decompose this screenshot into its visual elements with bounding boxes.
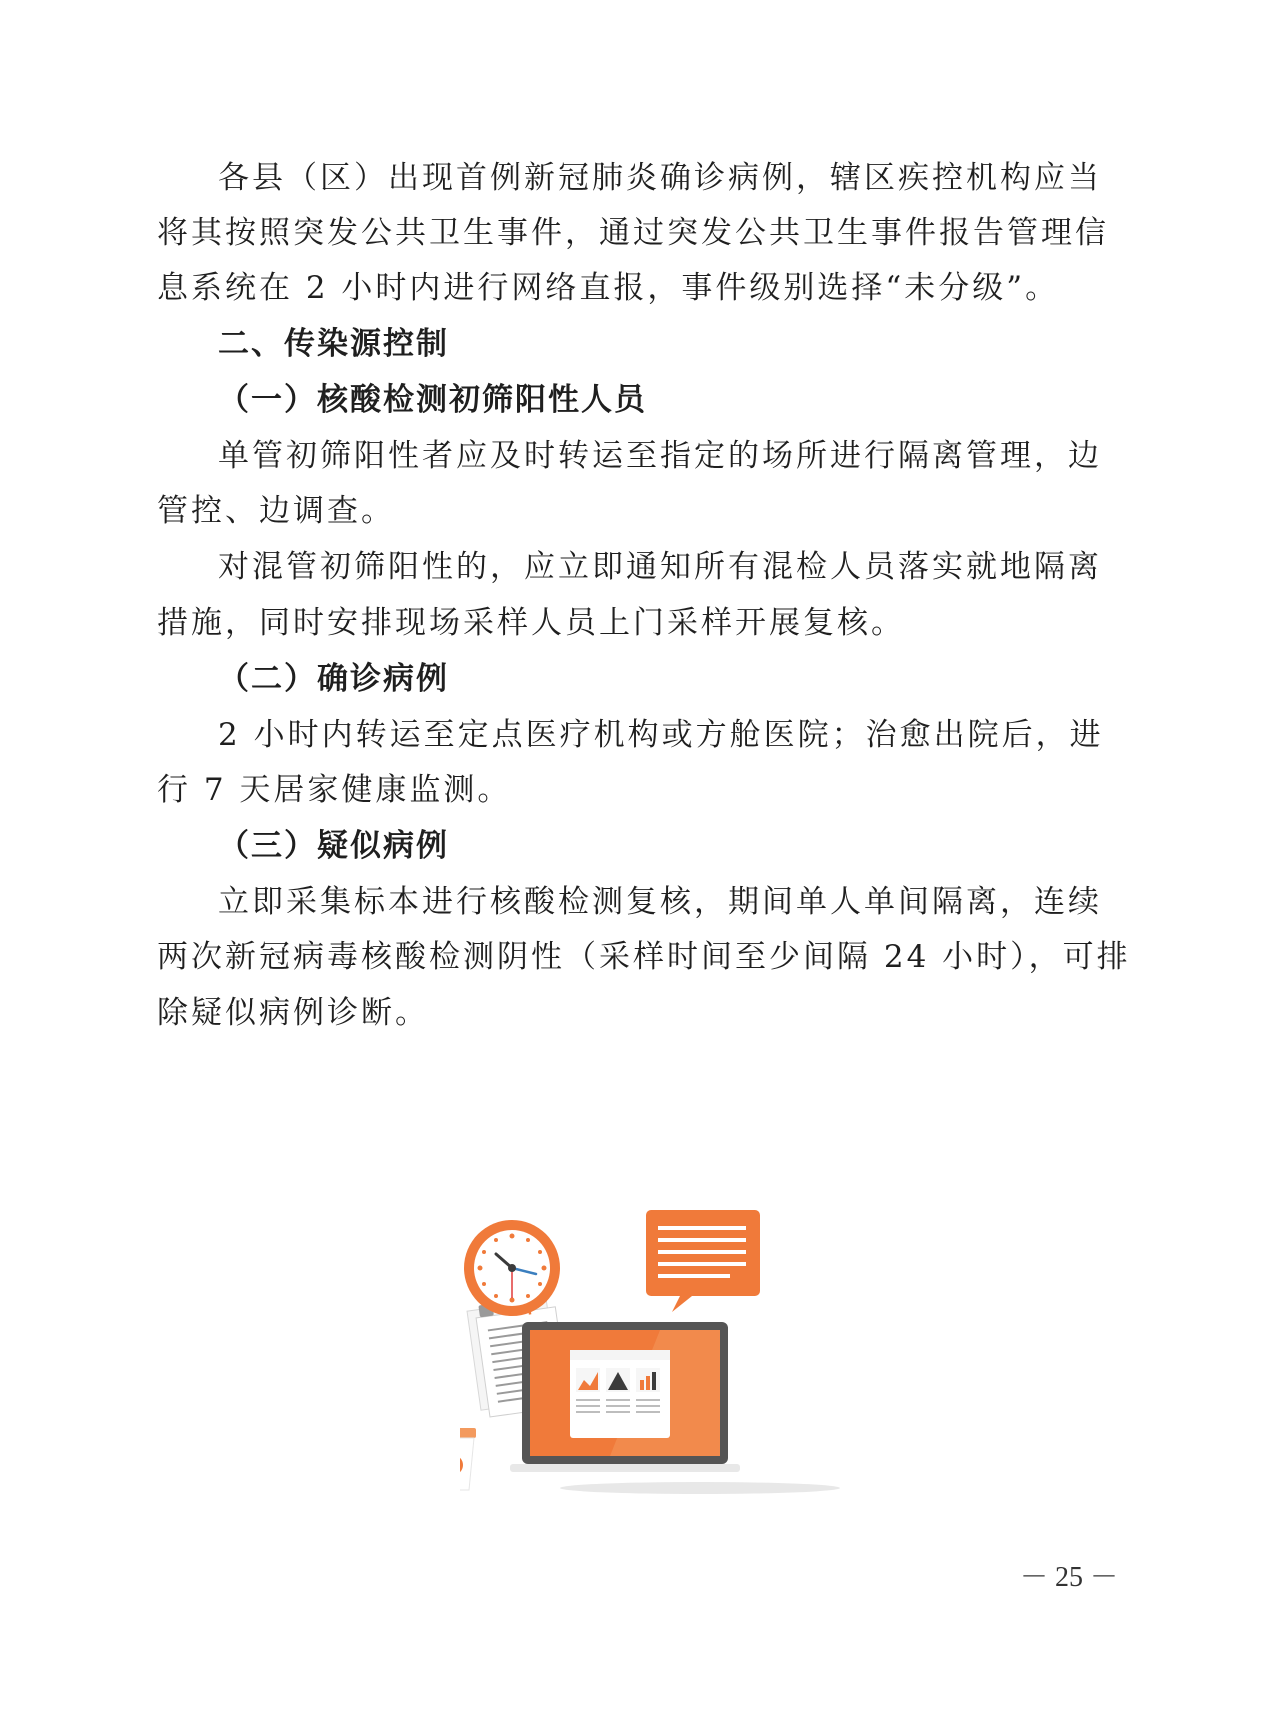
subsection-heading: （三）疑似病例 [218, 828, 449, 864]
paragraph-line: 措施，同时安排现场采样人员上门采样开展复核。 [157, 605, 905, 641]
chat-bubble-icon [646, 1210, 760, 1312]
chart-thumbnails [576, 1368, 660, 1412]
paragraph-line: 单管初筛阳性者应及时转运至指定的场所进行隔离管理，边 [218, 438, 1102, 474]
paragraph-line: 立即采集标本进行核酸检测复核，期间单人单间隔离，连续 [218, 884, 1102, 920]
office-illustration [460, 1210, 850, 1500]
paragraph-line: 除疑似病例诊断。 [157, 995, 429, 1031]
page-number: － 25 － [1020, 1562, 1119, 1593]
section-heading: 二、传染源控制 [218, 326, 449, 362]
paragraph-line: 各县（区）出现首例新冠肺炎确诊病例，辖区疾控机构应当 [218, 160, 1102, 196]
paragraph-line: 行 7 天居家健康监测。 [157, 772, 512, 808]
paragraph-line: 对混管初筛阳性的，应立即通知所有混检人员落实就地隔离 [218, 549, 1102, 585]
laptop-icon [510, 1322, 740, 1472]
clock-icon [464, 1220, 560, 1316]
paragraph-line: 2 小时内转运至定点医疗机构或方舱医院；治愈出院后，进 [218, 717, 1104, 753]
paragraph-line: 两次新冠病毒核酸检测阴性（采样时间至少间隔 24 小时），可排 [157, 939, 1131, 975]
shadow [560, 1482, 840, 1494]
paragraph-line: 息系统在 2 小时内进行网络直报，事件级别选择“未分级”。 [157, 270, 1060, 306]
paragraph-line: 管控、边调查。 [157, 493, 395, 529]
coffee-cup-icon [460, 1428, 476, 1490]
subsection-heading: （二）确诊病例 [218, 661, 449, 697]
subsection-heading: （一）核酸检测初筛阳性人员 [218, 382, 647, 418]
paragraph-line: 将其按照突发公共卫生事件，通过突发公共卫生事件报告管理信 [157, 215, 1109, 251]
